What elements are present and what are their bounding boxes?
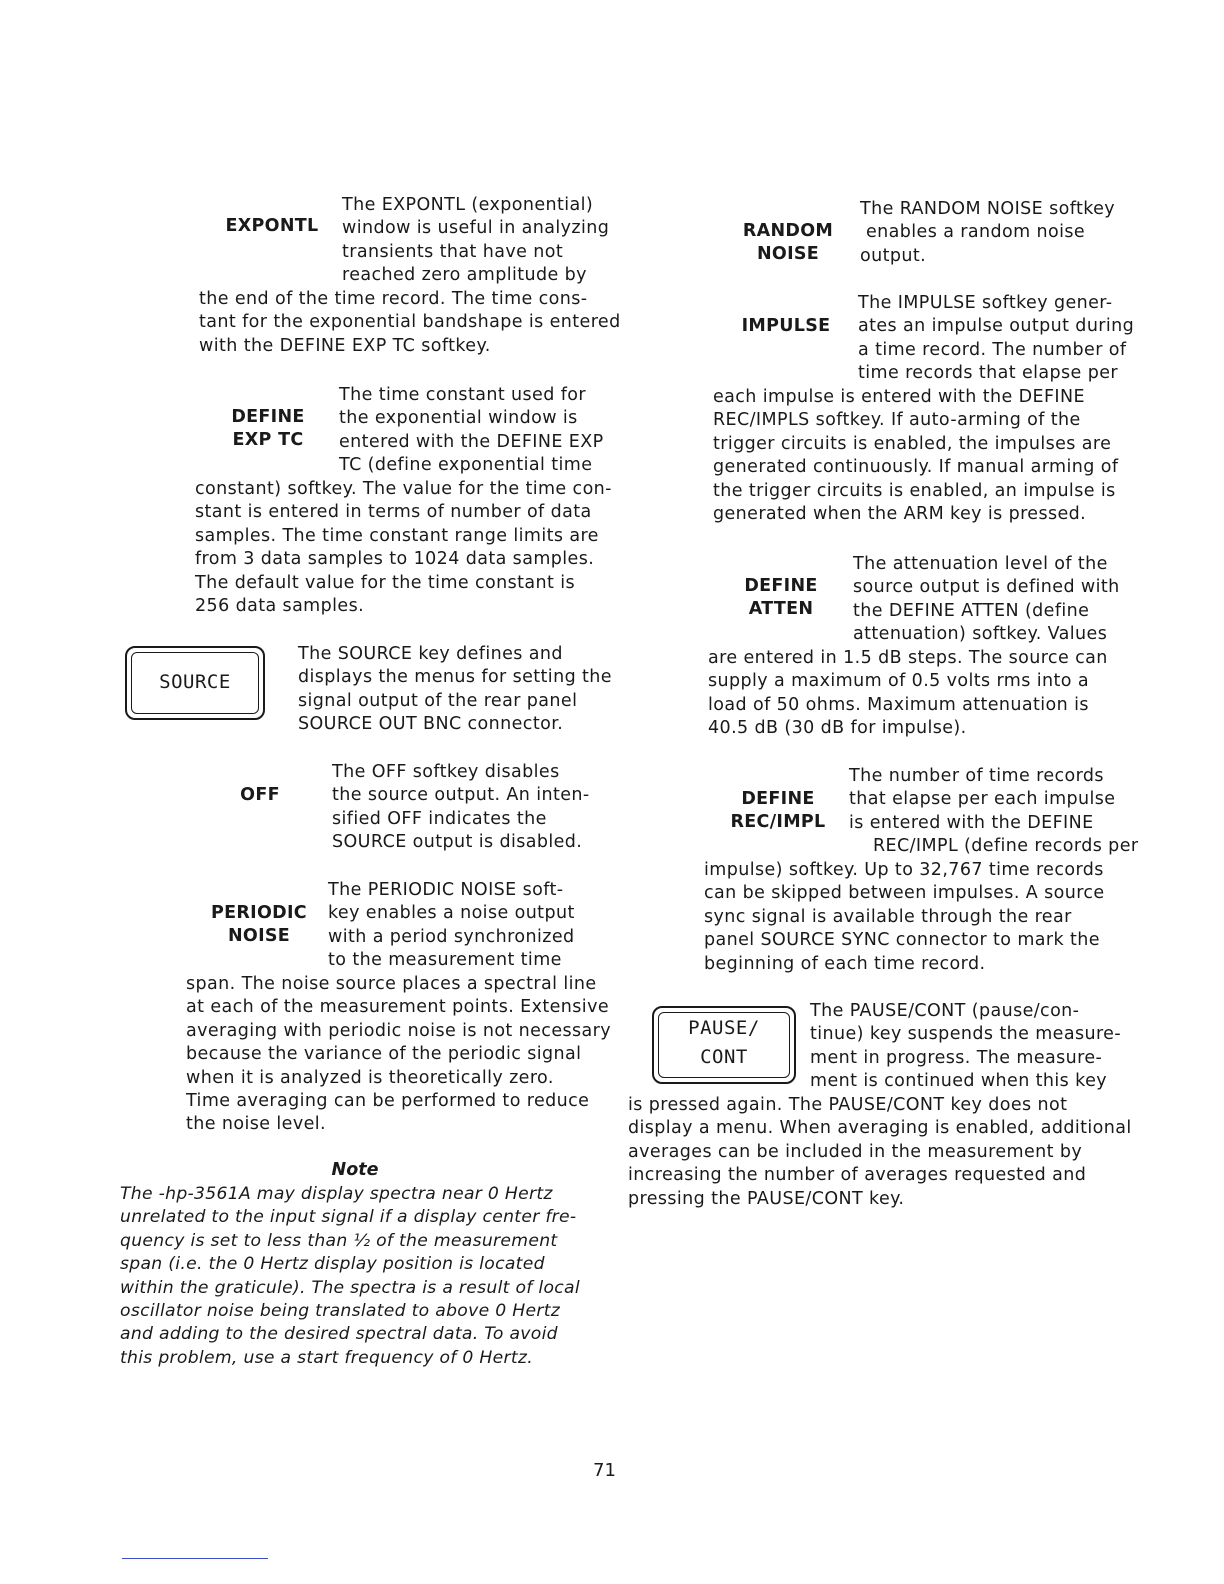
define-exp-tc-indented-text: [339, 384, 623, 478]
define-rec-impl-label: [726, 788, 830, 835]
define-rec-impl-line: panel SOURCE SYNC connector to mark the: [704, 930, 1100, 951]
periodic-noise-label: [208, 902, 310, 949]
impulse-line: The IMPULSE softkey gener-: [858, 293, 1113, 313]
random-noise-label-line: NOISE: [756, 244, 820, 265]
define-rec-impl-label-line: REC/IMPL: [730, 812, 826, 833]
expontl-full-text: [199, 288, 629, 358]
expontl-label: [222, 215, 322, 238]
random-noise-line: output.: [860, 245, 927, 266]
periodic-noise-line: Time averaging can be performed to reduce: [186, 1091, 590, 1112]
pause-cont-key-label-line: CONT: [700, 1046, 748, 1068]
pause-cont-full-text: [628, 1094, 1148, 1211]
impulse-line: a time record. The number of: [858, 339, 1127, 360]
expontl-line: tant for the exponential bandshape is entered: [199, 312, 621, 333]
pause-cont-key-label-line: PAUSE/: [688, 1017, 760, 1039]
expontl-line: transients that have not: [342, 241, 564, 262]
note-body: [120, 1183, 600, 1370]
page-number: 71: [593, 1460, 616, 1481]
define-atten-line: The attenuation level of the: [853, 554, 1108, 574]
define-exp-tc-line: the exponential window is: [339, 408, 578, 429]
pause-cont-line: ment in progress. The measure-: [810, 1047, 1103, 1068]
pause-cont-line: pressing the PAUSE/CONT key.: [628, 1188, 905, 1209]
source-key-line: SOURCE OUT BNC connector.: [298, 714, 564, 735]
note-title: Note: [331, 1160, 379, 1180]
define-atten-line: supply a maximum of 0.5 volts rms into a: [708, 671, 1089, 692]
periodic-noise-line: span. The noise source places a spectral line: [186, 974, 597, 994]
define-atten-line: attenuation) softkey. Values: [853, 624, 1108, 645]
define-exp-tc-label-line: DEFINE: [231, 407, 305, 427]
define-exp-tc-label: [222, 406, 314, 453]
define-rec-impl-line: REC/IMPL (define records per: [873, 836, 1139, 857]
define-rec-impl-line: beginning of each time record.: [704, 953, 986, 974]
periodic-noise-full-text: [186, 973, 616, 1137]
source-key-label: [127, 668, 263, 697]
define-atten-line: load of 50 ohms. Maximum attenuation is: [708, 694, 1089, 715]
define-atten-label: [735, 575, 827, 622]
source-key-line: displays the menus for setting the: [298, 667, 612, 688]
off-label-text: OFF: [240, 785, 280, 805]
random-noise-line: The RANDOM NOISE softkey: [860, 199, 1116, 219]
define-rec-impl-line: that elapse per each impulse: [849, 789, 1116, 810]
define-exp-tc-line: 256 data samples.: [195, 596, 365, 617]
impulse-line: REC/IMPLS softkey. If auto-arming of the: [713, 410, 1081, 431]
source-key-label-text: SOURCE: [159, 671, 231, 693]
expontl-line: the end of the time record. The time cons-: [199, 289, 588, 309]
define-atten-full-text: [708, 647, 1138, 741]
impulse-line: generated when the ARM key is pressed.: [713, 504, 1087, 525]
define-exp-tc-line: The default value for the time constant is: [195, 572, 576, 593]
impulse-label: [738, 315, 834, 338]
periodic-noise-line: because the variance of the periodic signal: [186, 1044, 582, 1065]
periodic-noise-line: averaging with periodic noise is not necessary: [186, 1020, 612, 1041]
impulse-line: generated continuously. If manual arming of: [713, 457, 1119, 478]
periodic-noise-label-line: NOISE: [227, 926, 291, 947]
impulse-line: trigger circuits is enabled, the impulses are: [713, 433, 1112, 454]
define-rec-impl-indented-text: [849, 765, 1139, 859]
periodic-noise-line: to the measurement time: [328, 950, 562, 971]
impulse-indented-text: [858, 292, 1148, 386]
source-key-button[interactable]: [125, 646, 265, 720]
off-line: The OFF softkey disables: [332, 762, 560, 782]
note-line: The -hp-3561A may display spectra near 0 Hertz: [120, 1184, 553, 1204]
define-atten-label-line: DEFINE: [744, 576, 818, 596]
define-rec-impl-line: The number of time records: [849, 766, 1104, 786]
define-exp-tc-label-line: EXP TC: [232, 430, 304, 451]
off-line: SOURCE output is disabled.: [332, 832, 583, 853]
define-exp-tc-line: TC (define exponential time: [339, 455, 593, 476]
expontl-indented-text: [342, 194, 622, 288]
note-line: within the graticule). The spectra is a result of local: [120, 1277, 580, 1298]
periodic-noise-line: when it is analyzed is theoretically zero.: [186, 1067, 554, 1088]
impulse-line: the trigger circuits is enabled, an impulse is: [713, 480, 1116, 501]
pause-cont-indented-text: [810, 1000, 1140, 1094]
note-line: span (i.e. the 0 Hertz display position is located: [120, 1254, 545, 1275]
pause-cont-line: display a menu. When averaging is enabled, additional: [628, 1118, 1132, 1139]
random-noise-text: [860, 198, 1150, 268]
expontl-line: reached zero amplitude by: [342, 265, 587, 286]
random-noise-label-line: RANDOM: [742, 221, 834, 241]
random-noise-line: enables a random noise: [866, 222, 1086, 243]
impulse-line: time records that elapse per: [858, 363, 1118, 384]
periodic-noise-line: the noise level.: [186, 1114, 326, 1135]
define-exp-tc-line: samples. The time constant range limits are: [195, 525, 599, 546]
define-rec-impl-full-text: [704, 859, 1134, 976]
expontl-label-text: EXPONTL: [225, 216, 319, 236]
pause-cont-line: The PAUSE/CONT (pause/con-: [810, 1001, 1080, 1021]
pause-cont-line: increasing the number of averages requested and: [628, 1165, 1087, 1186]
define-atten-line: source output is defined with: [853, 577, 1120, 598]
note-line: oscillator noise being translated to above 0 Hertz: [120, 1301, 561, 1322]
expontl-line: with the DEFINE EXP TC softkey.: [199, 335, 491, 356]
define-atten-label-line: ATTEN: [748, 599, 814, 620]
pause-cont-line: ment is continued when this key: [810, 1071, 1107, 1092]
define-atten-line: the DEFINE ATTEN (define: [853, 600, 1090, 621]
off-line: the source output. An inten-: [332, 785, 590, 806]
pause-cont-key-label: [654, 1014, 794, 1072]
periodic-noise-line: The PERIODIC NOISE soft-: [328, 880, 564, 900]
define-atten-line: are entered in 1.5 dB steps. The source can: [708, 648, 1108, 668]
define-exp-tc-line: entered with the DEFINE EXP: [339, 431, 604, 452]
define-rec-impl-line: impulse) softkey. Up to 32,767 time records: [704, 860, 1104, 880]
expontl-line: window is useful in analyzing: [342, 218, 610, 239]
source-key-text: [298, 643, 618, 737]
define-atten-indented-text: [853, 553, 1143, 647]
pause-cont-line: is pressed again. The PAUSE/CONT key does not: [628, 1095, 1068, 1115]
define-rec-impl-label-line: DEFINE: [741, 789, 815, 809]
define-exp-tc-line: from 3 data samples to 1024 data samples.: [195, 549, 595, 570]
note-line: unrelated to the input signal if a display center fre-: [120, 1207, 577, 1228]
impulse-full-text: [713, 386, 1143, 526]
expontl-line: The EXPONTL (exponential): [342, 195, 594, 215]
periodic-noise-label-line: PERIODIC: [211, 903, 307, 923]
periodic-noise-line: at each of the measurement points. Extensive: [186, 997, 609, 1018]
source-key-line: signal output of the rear panel: [298, 690, 578, 711]
define-exp-tc-full-text: [195, 478, 625, 618]
define-exp-tc-line: The time constant used for: [339, 385, 586, 405]
footer-rule: [122, 1558, 268, 1559]
define-rec-impl-line: can be skipped between impulses. A source: [704, 883, 1105, 904]
pause-cont-key-button[interactable]: [652, 1006, 796, 1084]
impulse-label-text: IMPULSE: [741, 316, 831, 336]
impulse-line: ates an impulse output during: [858, 316, 1135, 337]
define-exp-tc-line: constant) softkey. The value for the time con-: [195, 479, 612, 499]
define-exp-tc-line: stant is entered in terms of number of data: [195, 502, 592, 523]
note-line: quency is set to less than ½ of the measurement: [120, 1230, 558, 1251]
note-line: and adding to the desired spectral data. To avoid: [120, 1324, 558, 1345]
define-atten-line: 40.5 dB (30 dB for impulse).: [708, 718, 967, 739]
off-text: [332, 761, 612, 855]
off-line: sified OFF indicates the: [332, 808, 547, 829]
periodic-noise-line: with a period synchronized: [328, 926, 575, 947]
random-noise-label: [738, 220, 838, 267]
define-rec-impl-line: is entered with the DEFINE: [849, 812, 1094, 833]
periodic-noise-line: key enables a noise output: [328, 903, 575, 924]
periodic-noise-indented-text: [328, 879, 608, 973]
off-label: [230, 784, 290, 807]
pause-cont-line: tinue) key suspends the measure-: [810, 1024, 1122, 1045]
pause-cont-line: averages can be included in the measurement by: [628, 1141, 1083, 1162]
define-rec-impl-line: sync signal is available through the rear: [704, 906, 1072, 927]
note-line: this problem, use a start frequency of 0 Hertz.: [120, 1347, 533, 1368]
source-key-line: The SOURCE key defines and: [298, 644, 563, 664]
impulse-line: each impulse is entered with the DEFINE: [713, 387, 1085, 407]
